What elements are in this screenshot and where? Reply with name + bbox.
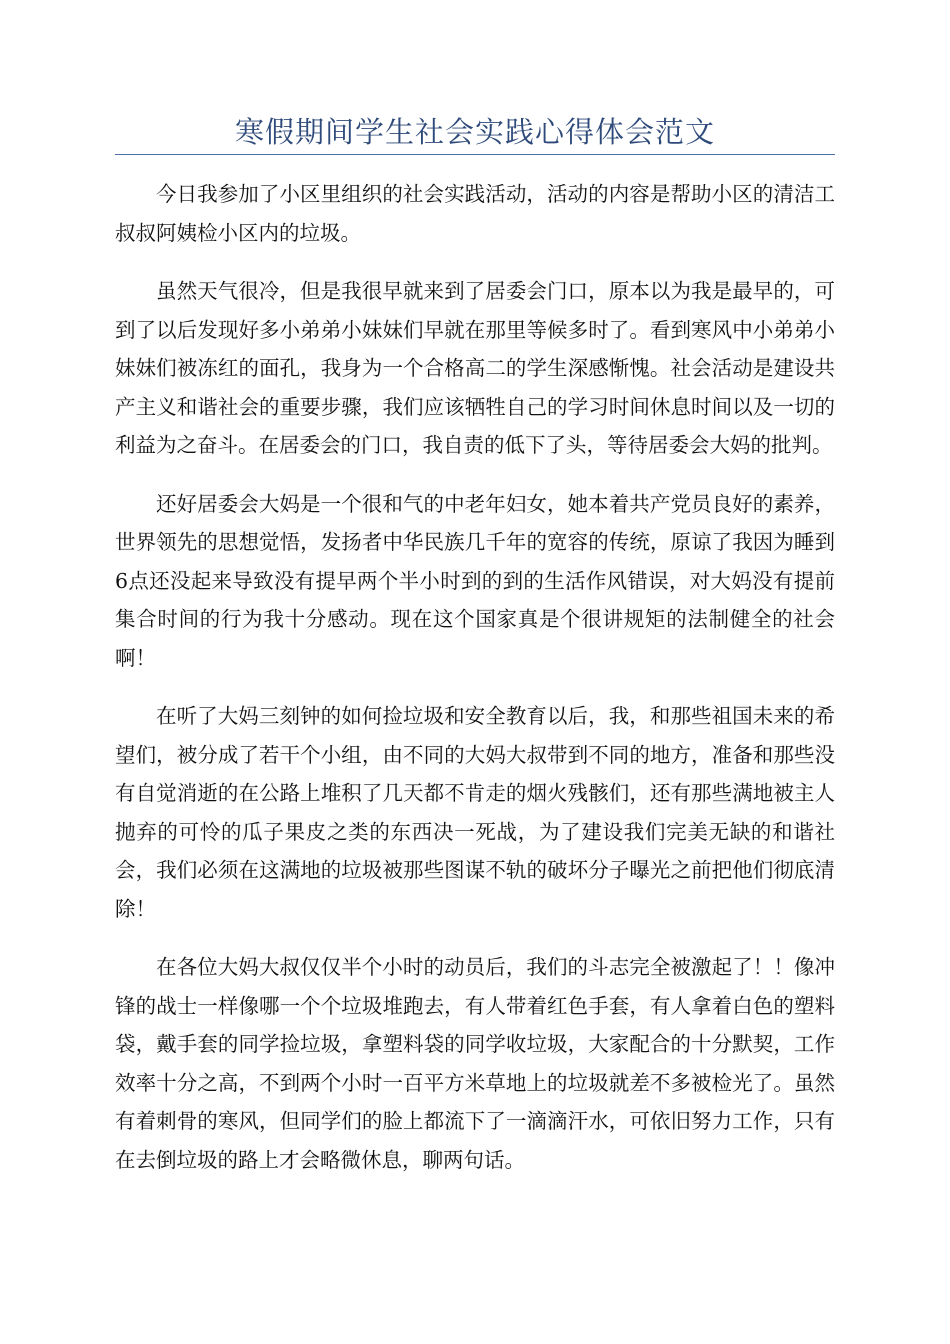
paragraph-4: 在听了大妈三刻钟的如何捡垃圾和安全教育以后，我，和那些祖国未来的希望们，被分成了若干个小组，由不同的大妈大叔带到不同的地方，准备和那些没有自觉消逝的在公路上堆积了几天都不肯走的烟火残骸们，还有那些满地被主人抛弃的可怜的瓜子果皮之类的东西决一死战，为了建设我们完美无缺的和谐社会，我们必须在这满地的垃圾被那些图谋不轨的破坏分子曝光之前把他们彻底清除！ xyxy=(115,704,835,921)
paragraph-3: 还好居委会大妈是一个很和气的中老年妇女，她本着共产党员良好的素养，世界领先的思想觉悟，发扬者中华民族几千年的宽容的传统，原谅了我因为睡到6点还没起来导致没有提早两个半小时到的到的生活作风错误，对大妈没有提前集合时间的行为我十分感动。现在这个国家真是个很讲规矩的法制健全的社会啊！ xyxy=(115,491,835,670)
paragraph-5: 在各位大妈大叔仅仅半个小时的动员后，我们的斗志完全被激起了！！像冲锋的战士一样像哪一个个垃圾堆跑去，有人带着红色手套，有人拿着白色的塑料袋，戴手套的同学捡垃圾，拿塑料袋的同学收垃圾，大家配合的十分默契，工作效率十分之高，不到两个小时一百平方米草地上的垃圾就差不多被检光了。虽然有着刺骨的寒风，但同学们的脸上都流下了一滴滴汗水，可依旧努力工作，只有在去倒垃圾的路上才会略微休息，聊两句话。 xyxy=(115,955,835,1172)
paragraph-1: 今日我参加了小区里组织的社会实践活动，活动的内容是帮助小区的清洁工叔叔阿姨检小区内的垃圾。 xyxy=(115,182,835,245)
document-body xyxy=(115,175,835,1199)
document-title: 寒假期间学生社会实践心得体会范文 xyxy=(234,115,715,149)
title-underline xyxy=(115,154,835,155)
paragraph-2: 虽然天气很冷，但是我很早就来到了居委会门口，原本以为我是最早的，可到了以后发现好多小弟弟小妹妹们早就在那里等候多时了。看到寒风中小弟弟小妹妹们被冻红的面孔，我身为一个合格高二的学生深感惭愧。社会活动是建设共产主义和谐社会的重要步骤，我们应该牺牲自己的学习时间休息时间以及一切的利益为之奋斗。在居委会的门口，我自责的低下了头，等待居委会大妈的批判。 xyxy=(115,279,835,457)
